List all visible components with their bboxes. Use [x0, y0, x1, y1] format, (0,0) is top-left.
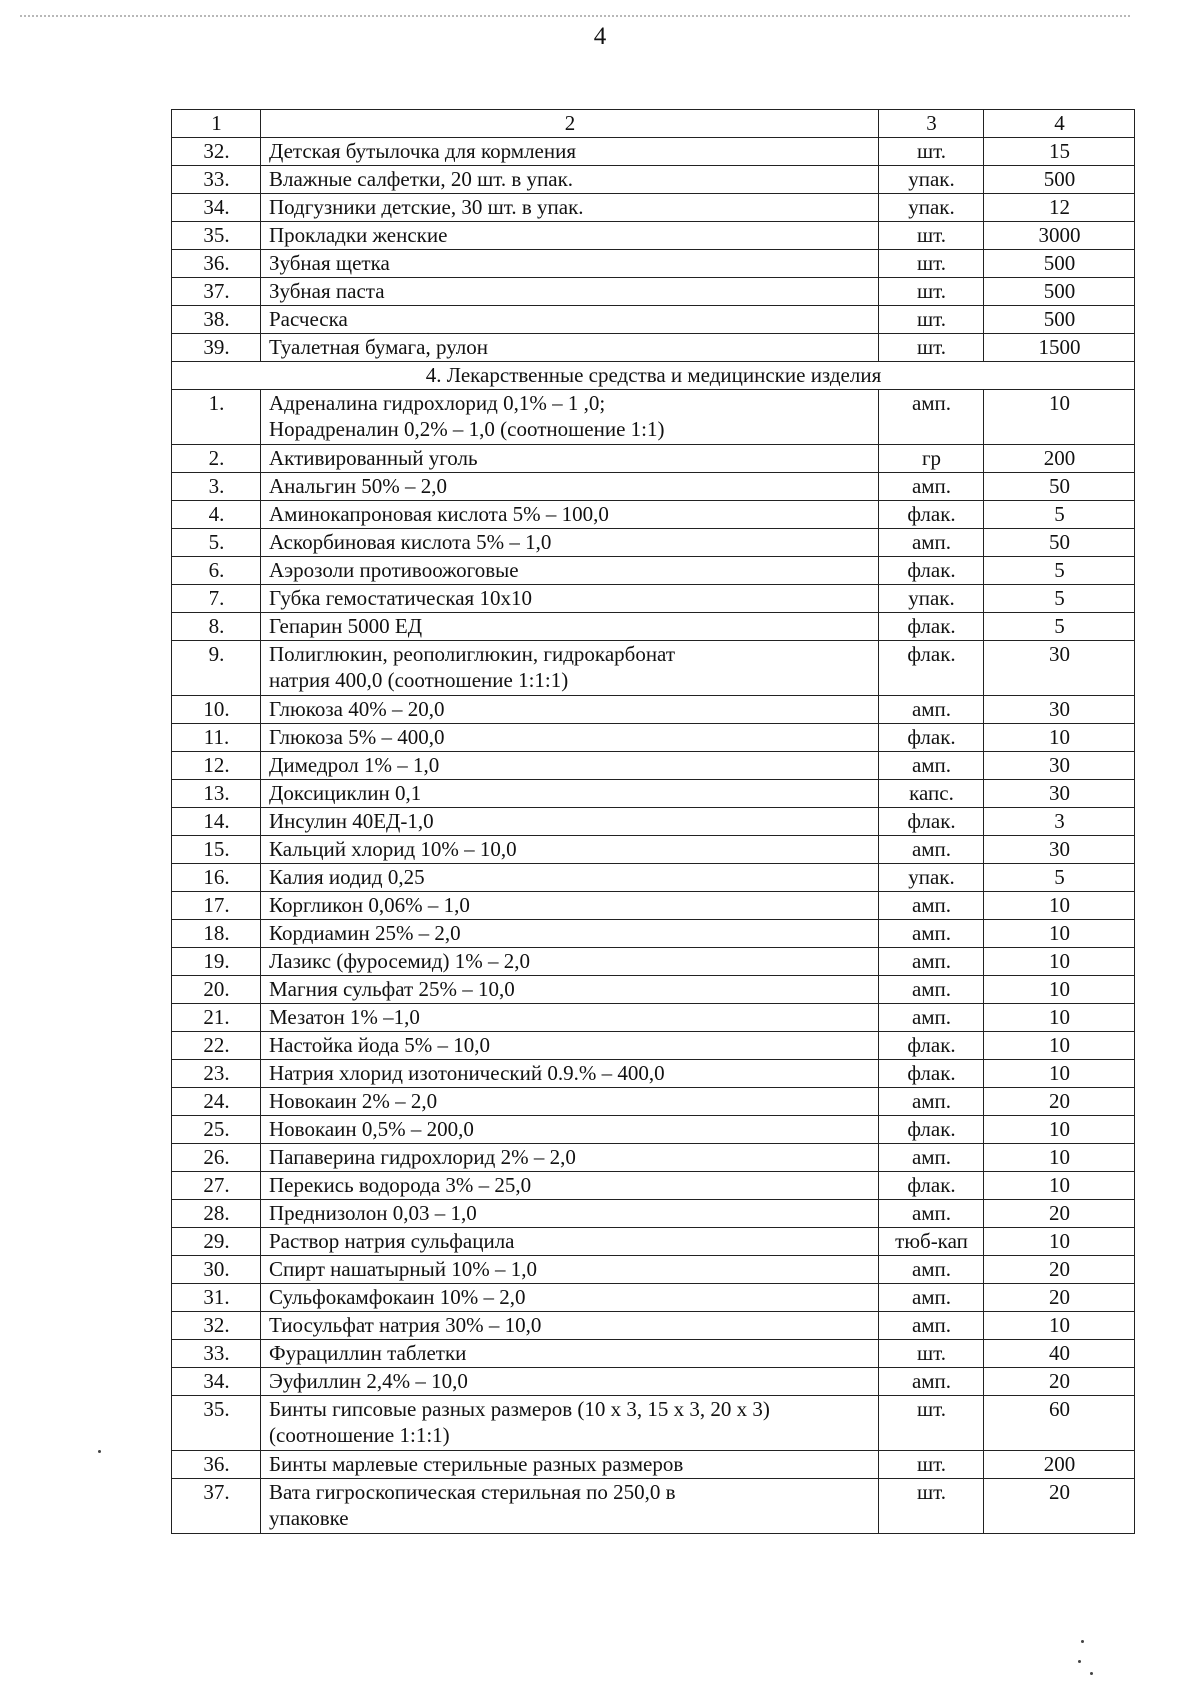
- row-number: 28.: [172, 1200, 261, 1228]
- item-name: [261, 1116, 879, 1144]
- table-row: [172, 892, 1135, 920]
- table-row: [172, 780, 1135, 808]
- table-row: [172, 1172, 1135, 1200]
- item-name: [261, 529, 879, 557]
- item-unit: флак.: [879, 724, 984, 752]
- item-unit: амп.: [879, 1004, 984, 1032]
- row-number: 32.: [172, 1312, 261, 1340]
- item-quantity: 500: [984, 166, 1135, 194]
- row-number: 30.: [172, 1256, 261, 1284]
- item-name: [261, 1004, 879, 1032]
- section-row: [172, 362, 1135, 390]
- table-row: [172, 641, 1135, 696]
- item-name: [261, 1284, 879, 1312]
- item-name-line: Детская бутылочка для кормления: [269, 139, 577, 163]
- item-name-line: Полиглюкин, реополиглюкин, гидрокарбонат: [269, 642, 676, 666]
- item-unit: амп.: [879, 1312, 984, 1340]
- item-quantity: 20: [984, 1479, 1135, 1534]
- row-number: 36.: [172, 250, 261, 278]
- item-name-line: Зубная паста: [269, 279, 385, 303]
- table-row: [172, 1256, 1135, 1284]
- row-number: 3.: [172, 473, 261, 501]
- item-quantity: 3: [984, 808, 1135, 836]
- section-title: 4. Лекарственные средства и медицинские изделия: [172, 362, 1135, 390]
- row-number: 7.: [172, 585, 261, 613]
- item-quantity: 5: [984, 585, 1135, 613]
- item-name: [261, 473, 879, 501]
- item-unit: упак.: [879, 166, 984, 194]
- row-number: 2.: [172, 445, 261, 473]
- row-number: 21.: [172, 1004, 261, 1032]
- item-name: [261, 1340, 879, 1368]
- item-name-line: Калия иодид 0,25: [269, 865, 425, 889]
- item-quantity: 20: [984, 1368, 1135, 1396]
- item-name-line: Глюкоза 40% – 20,0: [269, 697, 445, 721]
- row-number: 4.: [172, 501, 261, 529]
- item-name: [261, 1144, 879, 1172]
- item-name: [261, 1228, 879, 1256]
- item-name-line: Аэрозоли противоожоговые: [269, 558, 519, 582]
- row-number: 1.: [172, 390, 261, 445]
- row-number: 38.: [172, 306, 261, 334]
- item-name: [261, 920, 879, 948]
- row-number: 33.: [172, 166, 261, 194]
- item-quantity: 10: [984, 1312, 1135, 1340]
- item-quantity: 60: [984, 1396, 1135, 1451]
- item-quantity: 10: [984, 390, 1135, 445]
- table-row: [172, 1479, 1135, 1534]
- item-name-line: Анальгин 50% – 2,0: [269, 474, 448, 498]
- item-name-line: Зубная щетка: [269, 251, 390, 275]
- item-quantity: 200: [984, 445, 1135, 473]
- table-row: [172, 1060, 1135, 1088]
- item-name-line: Преднизолон 0,03 – 1,0: [269, 1201, 477, 1225]
- item-unit: амп.: [879, 529, 984, 557]
- item-name-line: (соотношение 1:1:1): [269, 1423, 450, 1447]
- item-quantity: 30: [984, 752, 1135, 780]
- table-row: [172, 1032, 1135, 1060]
- column-header: 1: [172, 110, 261, 138]
- item-quantity: 50: [984, 473, 1135, 501]
- row-number: 19.: [172, 948, 261, 976]
- item-name: [261, 641, 879, 696]
- item-quantity: 5: [984, 501, 1135, 529]
- table-row: [172, 501, 1135, 529]
- item-unit: шт.: [879, 138, 984, 166]
- item-name-line: Лазикс (фуросемид) 1% – 2,0: [269, 949, 531, 973]
- row-number: 35.: [172, 222, 261, 250]
- item-unit: флак.: [879, 501, 984, 529]
- table-row: [172, 1088, 1135, 1116]
- item-quantity: 10: [984, 1060, 1135, 1088]
- item-unit: амп.: [879, 1144, 984, 1172]
- item-name: [261, 948, 879, 976]
- item-unit: амп.: [879, 892, 984, 920]
- item-unit: гр: [879, 445, 984, 473]
- table-row: [172, 1284, 1135, 1312]
- item-quantity: 1500: [984, 334, 1135, 362]
- item-name: [261, 306, 879, 334]
- item-name-line: Влажные салфетки, 20 шт. в упак.: [269, 167, 574, 191]
- item-unit: флак.: [879, 557, 984, 585]
- item-name-line: Адреналина гидрохлорид 0,1% – 1 ,0;: [269, 391, 606, 415]
- item-unit: упак.: [879, 864, 984, 892]
- row-number: 11.: [172, 724, 261, 752]
- item-name: [261, 836, 879, 864]
- item-name-line: Аминокапроновая кислота 5% – 100,0: [269, 502, 609, 526]
- item-name: [261, 1088, 879, 1116]
- row-number: 5.: [172, 529, 261, 557]
- item-unit: упак.: [879, 585, 984, 613]
- table-row: [172, 222, 1135, 250]
- item-unit: флак.: [879, 1060, 984, 1088]
- row-number: 37.: [172, 278, 261, 306]
- item-name: [261, 278, 879, 306]
- table-row: [172, 1144, 1135, 1172]
- item-quantity: 10: [984, 1172, 1135, 1200]
- row-number: 6.: [172, 557, 261, 585]
- item-quantity: 30: [984, 696, 1135, 724]
- item-quantity: 10: [984, 1032, 1135, 1060]
- item-unit: амп.: [879, 920, 984, 948]
- item-name: [261, 138, 879, 166]
- scan-speck: [1078, 1660, 1081, 1663]
- item-quantity: 20: [984, 1256, 1135, 1284]
- table-row: [172, 473, 1135, 501]
- item-unit: амп.: [879, 1284, 984, 1312]
- item-name: [261, 557, 879, 585]
- item-name-line: Туалетная бумага, рулон: [269, 335, 488, 359]
- item-quantity: 20: [984, 1200, 1135, 1228]
- item-quantity: 10: [984, 1228, 1135, 1256]
- row-number: 27.: [172, 1172, 261, 1200]
- item-name-line: Димедрол 1% – 1,0: [269, 753, 440, 777]
- item-name: [261, 194, 879, 222]
- item-name: [261, 976, 879, 1004]
- item-name: [261, 166, 879, 194]
- table-row: [172, 1396, 1135, 1451]
- item-quantity: 500: [984, 306, 1135, 334]
- column-header: 3: [879, 110, 984, 138]
- supplies-table: [171, 109, 1135, 1534]
- row-number: 15.: [172, 836, 261, 864]
- item-unit: шт.: [879, 306, 984, 334]
- item-name-line: Тиосульфат натрия 30% – 10,0: [269, 1313, 542, 1337]
- item-name-line: Кальций хлорид 10% – 10,0: [269, 837, 517, 861]
- item-name: [261, 1479, 879, 1534]
- item-unit: амп.: [879, 948, 984, 976]
- item-name: [261, 222, 879, 250]
- item-quantity: 10: [984, 976, 1135, 1004]
- item-name-line: Эуфиллин 2,4% – 10,0: [269, 1369, 468, 1393]
- item-name: [261, 445, 879, 473]
- item-unit: флак.: [879, 1032, 984, 1060]
- item-unit: флак.: [879, 1172, 984, 1200]
- item-unit: амп.: [879, 836, 984, 864]
- item-unit: шт.: [879, 250, 984, 278]
- item-name-line: Настойка йода 5% – 10,0: [269, 1033, 491, 1057]
- item-name: [261, 613, 879, 641]
- item-name-line: Аскорбиновая кислота 5% – 1,0: [269, 530, 552, 554]
- table-row: [172, 948, 1135, 976]
- item-name-line: Новокаин 2% – 2,0: [269, 1089, 438, 1113]
- item-name: [261, 808, 879, 836]
- item-name-line: Доксициклин 0,1: [269, 781, 422, 805]
- row-number: 26.: [172, 1144, 261, 1172]
- item-quantity: 5: [984, 557, 1135, 585]
- item-unit: флак.: [879, 808, 984, 836]
- table-row: [172, 390, 1135, 445]
- item-quantity: 500: [984, 250, 1135, 278]
- item-name-line: Папаверина гидрохлорид 2% – 2,0: [269, 1145, 576, 1169]
- item-unit: шт.: [879, 334, 984, 362]
- item-unit: амп.: [879, 473, 984, 501]
- row-number: 18.: [172, 920, 261, 948]
- item-name: [261, 1032, 879, 1060]
- item-name: [261, 696, 879, 724]
- item-name: [261, 501, 879, 529]
- table-row: [172, 334, 1135, 362]
- table-row: [172, 808, 1135, 836]
- item-name-line: Прокладки женские: [269, 223, 448, 247]
- item-unit: амп.: [879, 976, 984, 1004]
- item-name: [261, 724, 879, 752]
- column-header: 4: [984, 110, 1135, 138]
- table-row: [172, 613, 1135, 641]
- table-row: [172, 1312, 1135, 1340]
- row-number: 12.: [172, 752, 261, 780]
- item-quantity: 15: [984, 138, 1135, 166]
- row-number: 20.: [172, 976, 261, 1004]
- item-quantity: 200: [984, 1451, 1135, 1479]
- item-unit: капс.: [879, 780, 984, 808]
- table-row: [172, 138, 1135, 166]
- item-unit: шт.: [879, 1451, 984, 1479]
- item-unit: шт.: [879, 222, 984, 250]
- item-name-line: Перекись водорода 3% – 25,0: [269, 1173, 532, 1197]
- item-name: [261, 752, 879, 780]
- item-quantity: 3000: [984, 222, 1135, 250]
- table-row: [172, 250, 1135, 278]
- item-name-line: Сульфокамфокаин 10% – 2,0: [269, 1285, 526, 1309]
- item-unit: флак.: [879, 641, 984, 696]
- row-number: 39.: [172, 334, 261, 362]
- item-quantity: 20: [984, 1284, 1135, 1312]
- item-name-line: Бинты гипсовые разных размеров (10 х 3, 15 х 3, 20 х 3): [269, 1397, 770, 1421]
- item-unit: амп.: [879, 1088, 984, 1116]
- item-name-line: Губка гемостатическая 10х10: [269, 586, 532, 610]
- column-header: 2: [261, 110, 879, 138]
- item-name: [261, 1312, 879, 1340]
- item-unit: амп.: [879, 1200, 984, 1228]
- table-row: [172, 976, 1135, 1004]
- item-unit: амп.: [879, 696, 984, 724]
- row-number: 24.: [172, 1088, 261, 1116]
- item-quantity: 5: [984, 864, 1135, 892]
- item-name: [261, 334, 879, 362]
- row-number: 8.: [172, 613, 261, 641]
- item-name-line: Активированный уголь: [269, 446, 478, 470]
- item-name-line: Натрия хлорид изотонический 0.9.% – 400,0: [269, 1061, 665, 1085]
- row-number: 33.: [172, 1340, 261, 1368]
- row-number: 23.: [172, 1060, 261, 1088]
- item-name-line: Раствор натрия сульфацила: [269, 1229, 515, 1253]
- row-number: 17.: [172, 892, 261, 920]
- row-number: 10.: [172, 696, 261, 724]
- item-quantity: 10: [984, 920, 1135, 948]
- item-name: [261, 1451, 879, 1479]
- item-name-line: Гепарин 5000 ЕД: [269, 614, 423, 638]
- item-name: [261, 1060, 879, 1088]
- item-quantity: 20: [984, 1088, 1135, 1116]
- item-quantity: 5: [984, 613, 1135, 641]
- item-name: [261, 892, 879, 920]
- row-number: 9.: [172, 641, 261, 696]
- table-row: [172, 306, 1135, 334]
- table-row: [172, 752, 1135, 780]
- item-name: [261, 780, 879, 808]
- item-name-line: Спирт нашатырный 10% – 1,0: [269, 1257, 538, 1281]
- table-row: [172, 529, 1135, 557]
- scan-edge-rule: [20, 15, 1130, 17]
- item-name-line: Расческа: [269, 307, 348, 331]
- row-number: 32.: [172, 138, 261, 166]
- item-quantity: 10: [984, 892, 1135, 920]
- item-name-line: Бинты марлевые стерильные разных размеров: [269, 1452, 684, 1476]
- table-row: [172, 445, 1135, 473]
- item-name-line: Коргликон 0,06% – 1,0: [269, 893, 470, 917]
- item-quantity: 10: [984, 1116, 1135, 1144]
- item-quantity: 30: [984, 641, 1135, 696]
- row-number: 16.: [172, 864, 261, 892]
- row-number: 31.: [172, 1284, 261, 1312]
- table-row: [172, 557, 1135, 585]
- item-name-line: Новокаин 0,5% – 200,0: [269, 1117, 474, 1141]
- item-name-line: натрия 400,0 (соотношение 1:1:1): [269, 668, 569, 692]
- table-row: [172, 836, 1135, 864]
- row-number: 25.: [172, 1116, 261, 1144]
- row-number: 35.: [172, 1396, 261, 1451]
- table-row: [172, 278, 1135, 306]
- item-name-line: Подгузники детские, 30 шт. в упак.: [269, 195, 584, 219]
- table-row: [172, 1451, 1135, 1479]
- item-unit: флак.: [879, 613, 984, 641]
- row-number: 34.: [172, 1368, 261, 1396]
- item-quantity: 30: [984, 780, 1135, 808]
- item-name: [261, 1368, 879, 1396]
- item-name-line: упаковке: [269, 1506, 349, 1530]
- item-quantity: 40: [984, 1340, 1135, 1368]
- row-number: 36.: [172, 1451, 261, 1479]
- item-unit: шт.: [879, 1340, 984, 1368]
- scan-speck: [98, 1450, 101, 1453]
- item-name: [261, 1396, 879, 1451]
- table-row: [172, 585, 1135, 613]
- item-name-line: Мезатон 1% –1,0: [269, 1005, 420, 1029]
- item-name: [261, 1172, 879, 1200]
- item-unit: шт.: [879, 1479, 984, 1534]
- item-unit: шт.: [879, 278, 984, 306]
- item-quantity: 50: [984, 529, 1135, 557]
- item-unit: упак.: [879, 194, 984, 222]
- scan-speck: [1081, 1640, 1084, 1643]
- table-row: [172, 1368, 1135, 1396]
- row-number: 29.: [172, 1228, 261, 1256]
- item-name-line: Глюкоза 5% – 400,0: [269, 725, 445, 749]
- item-quantity: 10: [984, 1004, 1135, 1032]
- item-name-line: Вата гигроскопическая стерильная по 250,0 в: [269, 1480, 676, 1504]
- page-number: 4: [593, 23, 607, 50]
- item-unit: амп.: [879, 1368, 984, 1396]
- table-row: [172, 1116, 1135, 1144]
- item-quantity: 12: [984, 194, 1135, 222]
- item-unit: шт.: [879, 1396, 984, 1451]
- item-unit: флак.: [879, 1116, 984, 1144]
- item-quantity: 10: [984, 1144, 1135, 1172]
- item-name: [261, 1256, 879, 1284]
- scan-speck: [1090, 1672, 1093, 1675]
- item-name: [261, 864, 879, 892]
- item-unit: амп.: [879, 390, 984, 445]
- table-row: [172, 1004, 1135, 1032]
- row-number: 13.: [172, 780, 261, 808]
- item-unit: амп.: [879, 1256, 984, 1284]
- item-name: [261, 1200, 879, 1228]
- item-name: [261, 585, 879, 613]
- table-row: [172, 920, 1135, 948]
- item-name-line: Норадреналин 0,2% – 1,0 (соотношение 1:1): [269, 417, 665, 441]
- item-name: [261, 390, 879, 445]
- item-name-line: Кордиамин 25% – 2,0: [269, 921, 461, 945]
- item-name: [261, 250, 879, 278]
- table-row: [172, 194, 1135, 222]
- item-quantity: 10: [984, 948, 1135, 976]
- item-unit: амп.: [879, 752, 984, 780]
- item-name-line: Фурациллин таблетки: [269, 1341, 467, 1365]
- table-row: [172, 724, 1135, 752]
- row-number: 37.: [172, 1479, 261, 1534]
- item-quantity: 30: [984, 836, 1135, 864]
- item-quantity: 500: [984, 278, 1135, 306]
- table-row: [172, 864, 1135, 892]
- table-row: [172, 1200, 1135, 1228]
- table-row: [172, 166, 1135, 194]
- table-row: [172, 696, 1135, 724]
- table-header-row: [172, 110, 1135, 138]
- item-name-line: Магния сульфат 25% – 10,0: [269, 977, 515, 1001]
- item-quantity: 10: [984, 724, 1135, 752]
- table-row: [172, 1228, 1135, 1256]
- table-row: [172, 1340, 1135, 1368]
- item-unit: тюб-кап: [879, 1228, 984, 1256]
- item-name-line: Инсулин 40ЕД-1,0: [269, 809, 434, 833]
- row-number: 14.: [172, 808, 261, 836]
- row-number: 34.: [172, 194, 261, 222]
- row-number: 22.: [172, 1032, 261, 1060]
